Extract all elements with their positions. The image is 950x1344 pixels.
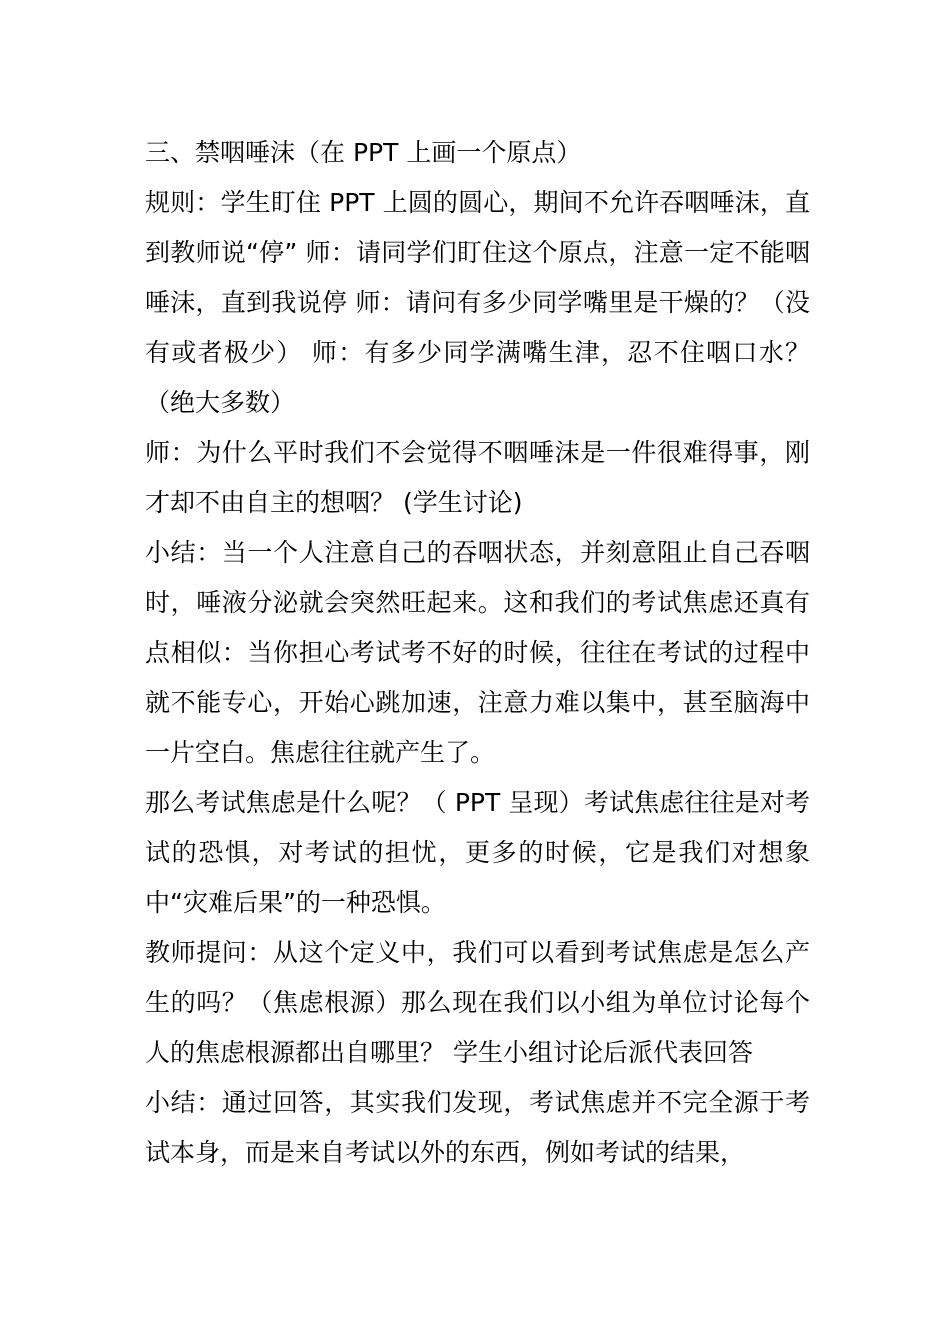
paragraph-summary-1: 小结：当一个人注意自己的吞咽状态，并刻意阻止自己吞咽时，唾液分泌就会突然旺起来。这和我们的考试焦虑还真有点相似：当你担心考试考不好的时候，往往在考试的过程中就不能专心，开始心跳加速，注意力难以集中，甚至脑海中一片空白。焦虑往往就产生了。 [145, 538, 810, 767]
paragraph-definition: 那么考试焦虑是什么呢？（ PPT 呈现）考试焦虑往往是对考试的恐惧，对考试的担忧，更多的时候，它是我们对想象中“灾难后果”的一种恐惧。 [145, 788, 810, 917]
paragraph-summary-2: 小结：通过回答，其实我们发现，考试焦虑并不完全源于考试本身，而是来自考试以外的东西，例如考试的结果， [145, 1088, 810, 1167]
section-heading: 三、禁咽唾沫（在 PPT 上画一个原点） [145, 138, 582, 167]
paragraph-teacher-inquiry: 教师提问：从这个定义中，我们可以看到考试焦虑是怎么产生的吗？（焦虑根源）那么现在我们以小组为单位讨论每个人的焦虑根源都出自哪里？ 学生小组讨论后派代表回答 [145, 938, 810, 1067]
document-body [145, 128, 810, 1178]
paragraph-rules: 规则：学生盯住 PPT 上圆的圆心，期间不允许吞咽唾沫，直到教师说“停” 师：请同学们盯住这个原点，注意一定不能咽唾沫，直到我说停 师：请问有多少同学嘴里是干燥的？（没有或者极少） 师：有多少同学满嘴生津，忍不住咽口水？（绝大多数） [145, 188, 810, 417]
paragraph-teacher-question: 师：为什么平时我们不会觉得不咽唾沫是一件很难得事，刚才却不由自主的想咽？ (学生讨论) [145, 438, 810, 517]
